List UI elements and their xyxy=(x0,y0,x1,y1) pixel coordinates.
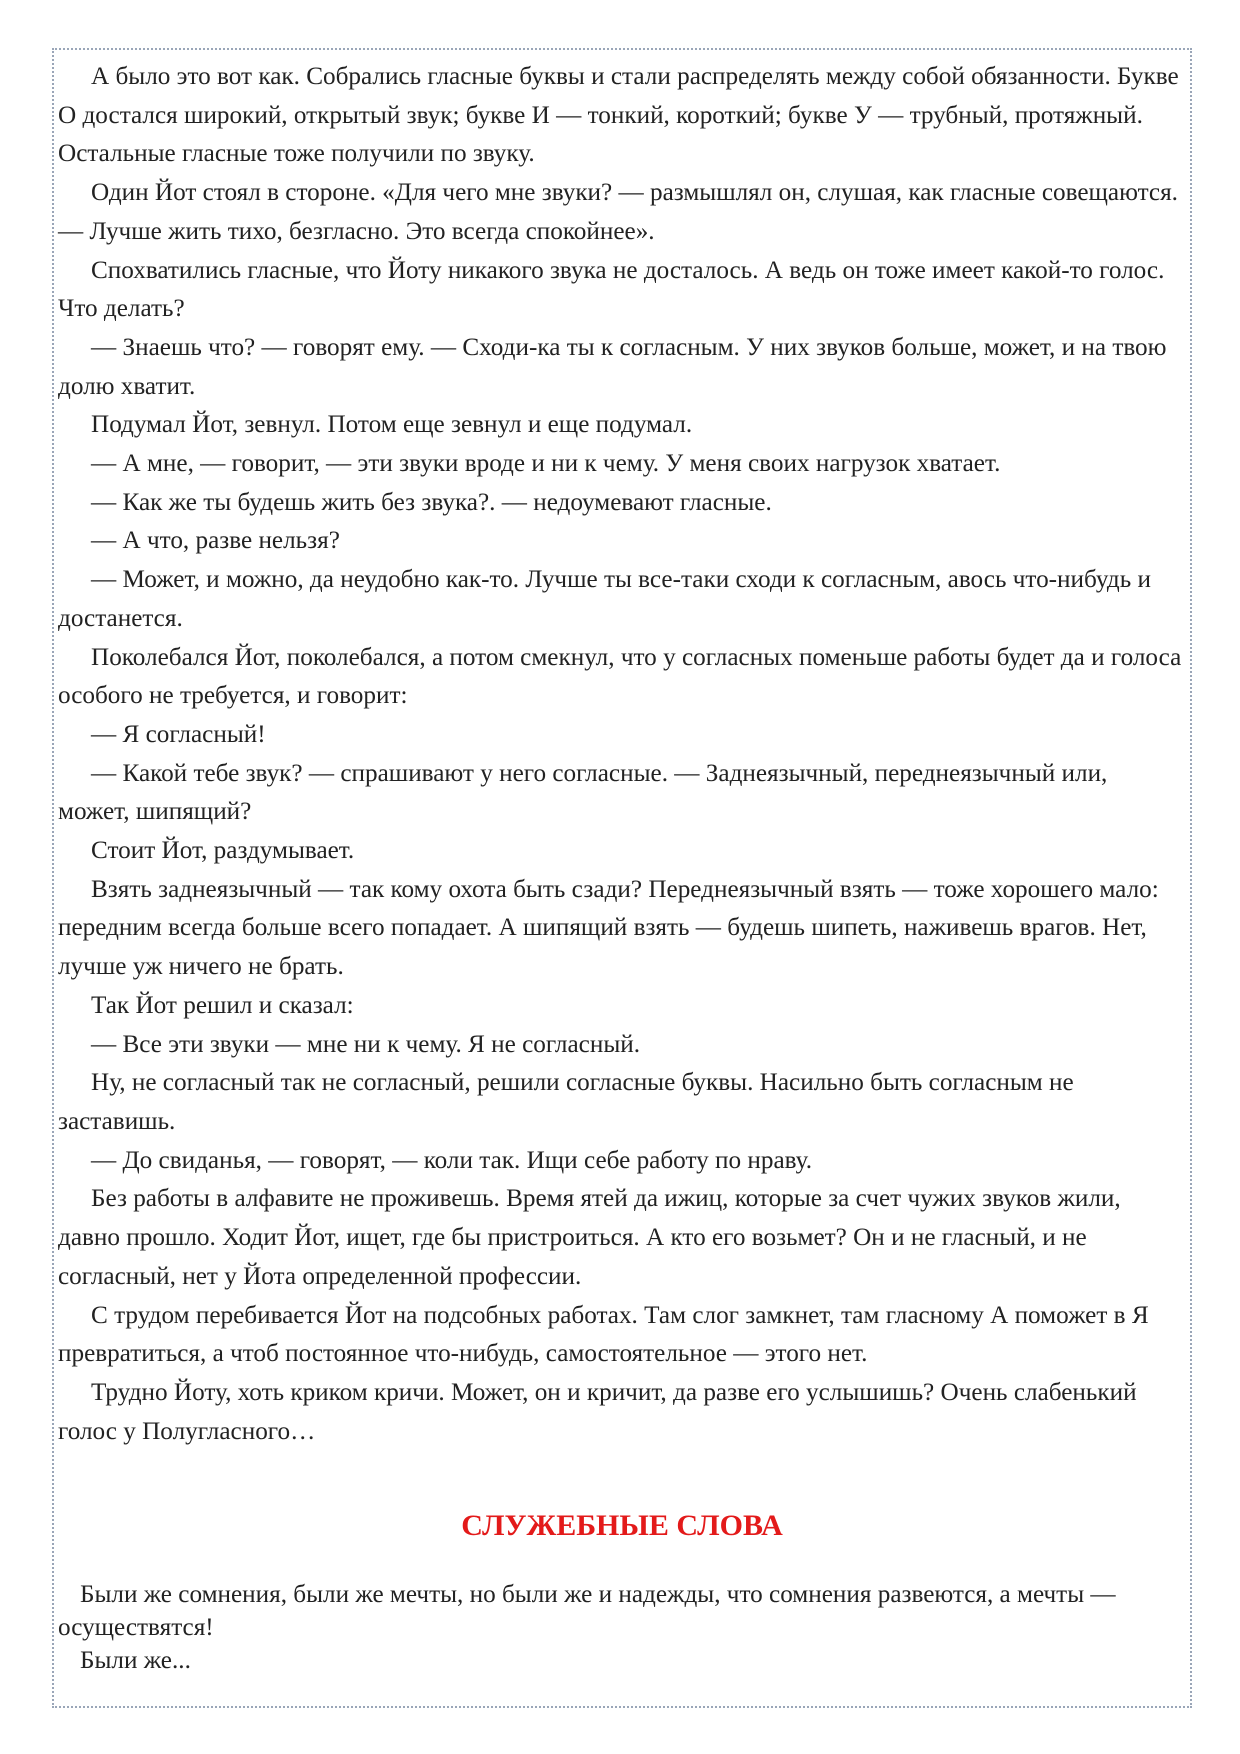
paragraph: Взять заднеязычный — так кому охота быть сзади? Переднеязычный взять — тоже хорошего мало: передним всегда больше всего попадает. А шипящий взять — будешь шипеть, наживешь врагов. Нет, лучше уж ничего не брать. xyxy=(58,875,1159,981)
story-text xyxy=(58,58,1184,1451)
paragraph: — До свиданья, — говорят, — коли так. Ищи себе работу по нраву. xyxy=(91,1146,813,1174)
paragraph: Поколебался Йот, поколебался, а потом смекнул, что у согласных поменьше работы будет да и голоса особого не требуется, и говорит: xyxy=(58,643,1182,710)
paragraph: Так Йот решил и сказал: xyxy=(91,991,354,1019)
paragraph: Один Йот стоял в стороне. «Для чего мне звуки? — размышлял он, слушая, как гласные совещаются. — Лучше жить тихо, безгласно. Это всегда спокойнее». xyxy=(58,179,1178,245)
paragraph: Спохватились гласные, что Йоту никакого звука не досталось. А ведь он тоже имеет какой-то голос. Что делать? xyxy=(58,256,1165,323)
paragraph: — Знаешь что? — говорят ему. — Сходи-ка ты к согласным. У них звуков больше, может, и на твою долю хватит. xyxy=(58,333,1167,400)
paragraph: — А мне, — говорит, — эти звуки вроде и ни к чему. У меня своих нагрузок хватает. xyxy=(91,450,1001,478)
paragraph: Ну, не согласный так не согласный, решили согласные буквы. Насильно быть согласным не заставишь. xyxy=(58,1069,1074,1135)
section-title: СЛУЖЕБНЫЕ СЛОВА xyxy=(461,1509,783,1542)
paragraph: — А что, разве нельзя? xyxy=(91,527,340,555)
paragraph: Стоит Йот, раздумывает. xyxy=(91,837,355,865)
paragraph: Трудно Йоту, хоть криком кричи. Может, он и кричит, да разве его услышишь? Очень слабенький голос у Полугласного… xyxy=(58,1378,1137,1445)
paragraph: — Я согласный! xyxy=(91,720,266,748)
paragraph: А было это вот как. Собрались гласные буквы и стали распределять между собой обязанности. Букве О достался широкий, открытый звук; букве И — тонкий, короткий; букве У — трубный, протяжный. Остальные гласные тоже получили по звуку. xyxy=(58,63,1179,168)
paragraph: — Как же ты будешь жить без звука?. — недоумевают гласные. xyxy=(91,488,772,516)
paragraph: — Все эти звуки — мне ни к чему. Я не согласный. xyxy=(91,1030,641,1058)
paragraph: — Может, и можно, да неудобно как-то. Лучше ты все-таки сходи к согласным, авось что-нибудь и достанется. xyxy=(58,566,1151,632)
paragraph: Были же сомнения, были же мечты, но были же и надежды, что сомнения развеются, а мечты — осуществятся! xyxy=(58,1581,1116,1641)
paragraph: — Какой тебе звук? — спрашивают у него согласные. — Заднеязычный, переднеязычный или, может, шипящий? xyxy=(58,759,1108,826)
paragraph: Подумал Йот, зевнул. Потом еще зевнул и еще подумал. xyxy=(91,411,693,439)
paragraph: С трудом перебивается Йот на подсобных работах. Там слог замкнет, там гласному А поможет в Я превратиться, а чтоб постоянное что-нибудь, самостоятельное — этого нет. xyxy=(58,1301,1149,1368)
paragraph: Были же... xyxy=(80,1647,191,1674)
section-intro-text xyxy=(58,1578,1184,1677)
paragraph: Без работы в алфавите не проживешь. Время ятей да ижиц, которые за счет чужих звуков жили, давно прошло. Ходит Йот, ищет, где бы пристроиться. А кто его возьмет? Он и не гласный, и не согласный, нет у Йота определенной профессии. xyxy=(58,1185,1121,1290)
